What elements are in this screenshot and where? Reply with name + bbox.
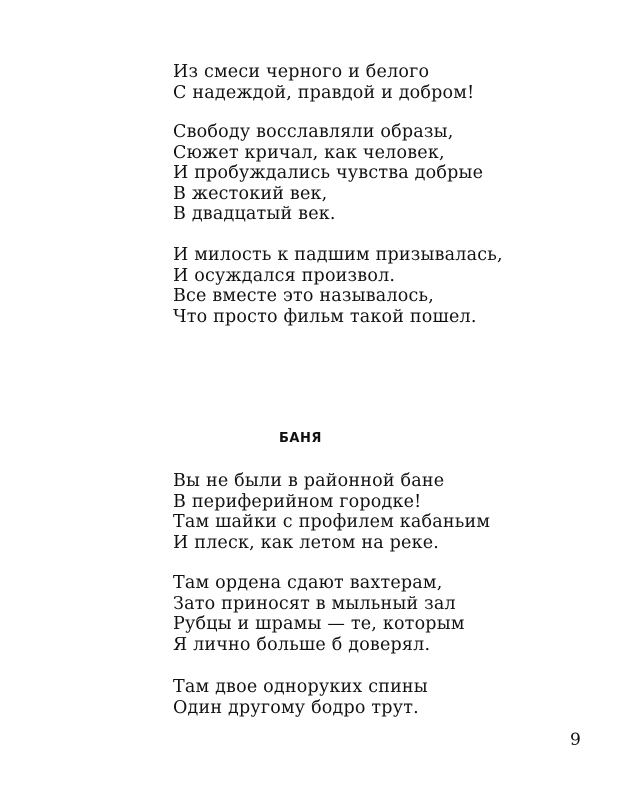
poem-line: Там шайки с профилем кабаньим (173, 512, 491, 532)
poem-line: И милость к падшим призывалась, (173, 245, 503, 265)
poem-line: Зато приносят в мыльный зал (173, 593, 456, 614)
poem-line: В жестокий век, (173, 183, 328, 204)
stanza (173, 122, 483, 225)
poem-line: Я лично больше б доверял. (173, 634, 431, 655)
poem-line: Вы не были в районной бане (173, 471, 445, 491)
poem-line: Все вместе это называлось, (173, 286, 434, 306)
poem-line: Что просто фильм такой пошел. (173, 306, 477, 327)
poem-line: И осуждался произвол. (173, 265, 396, 286)
poem-line: Там ордена сдают вахтерам, (173, 573, 443, 593)
poem-line: Рубцы и шрамы — те, которым (173, 614, 465, 634)
poem-title: БАНЯ (279, 431, 322, 446)
poem-line: С надеждой, правдой и добром! (173, 82, 475, 103)
poem-line: Там двое одноруких спины (173, 677, 428, 697)
stanza (173, 62, 474, 103)
poem-line: Из смеси черного и белого (173, 62, 430, 82)
stanza (173, 677, 428, 718)
poem-line: И плеск, как летом на реке. (173, 532, 440, 553)
page-number: 9 (570, 730, 581, 750)
stanza (173, 573, 465, 655)
poem-line: Свободу восславляли образы, (173, 122, 454, 142)
poem-line: В периферийном городке! (173, 491, 422, 512)
poem-line: Один другому бодро трут. (173, 697, 419, 718)
poem-line: В двадцатый век. (173, 204, 336, 224)
poem-line: Сюжет кричал, как человек, (173, 142, 445, 163)
stanza (173, 471, 490, 553)
poem-line: И пробуждались чувства добрые (173, 163, 484, 183)
stanza (173, 245, 503, 327)
